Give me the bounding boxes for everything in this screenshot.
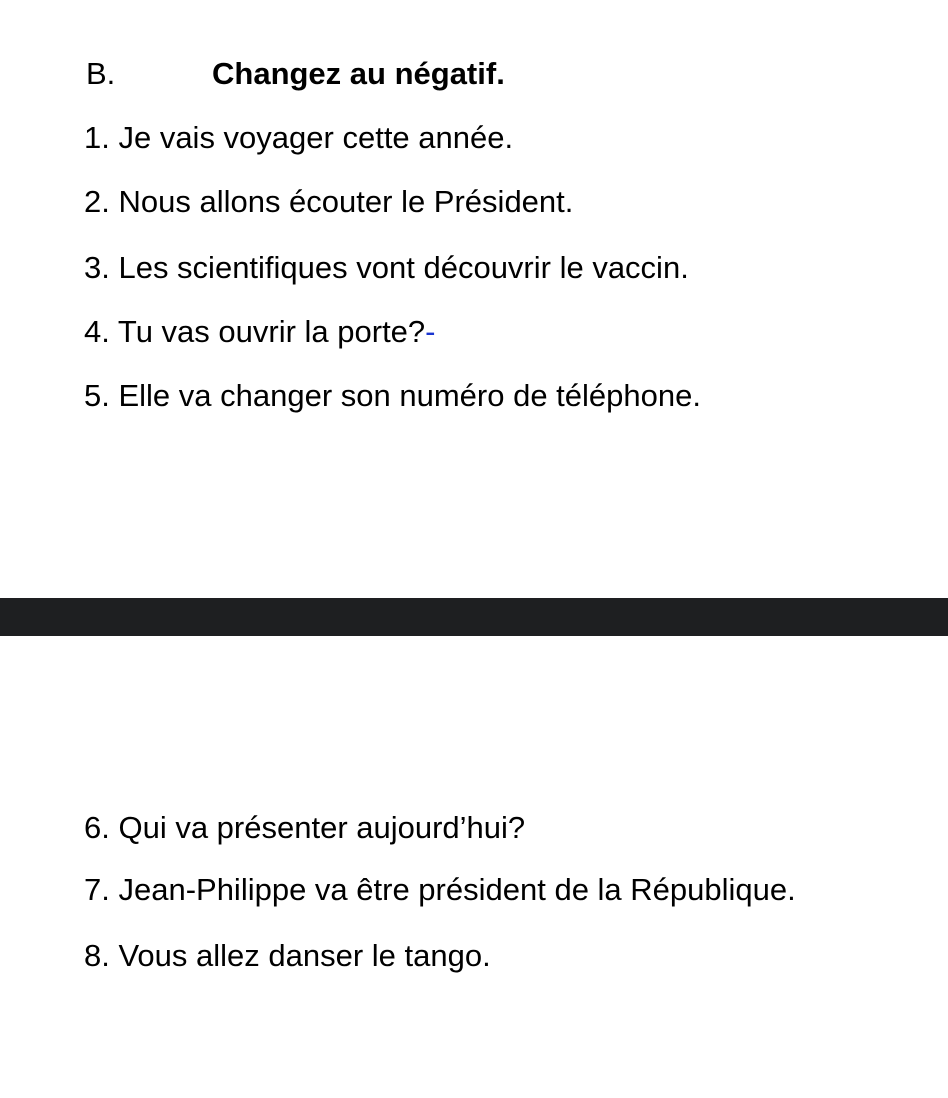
exercise-instruction: Changez au négatif. bbox=[212, 56, 505, 91]
blue-dash-mark: - bbox=[425, 314, 436, 349]
sentence-2: 2. Nous allons écouter le Président. bbox=[84, 184, 574, 219]
page-divider-band bbox=[0, 598, 948, 636]
section-letter: B. bbox=[86, 56, 116, 91]
sentence-4-text: 4. Tu vas ouvrir la porte? bbox=[84, 314, 426, 349]
sentence-3: 3. Les scientifiques vont découvrir le vaccin. bbox=[84, 250, 689, 285]
worksheet-page-bottom bbox=[0, 636, 948, 1098]
sentence-7: 7. Jean-Philippe va être président de la République. bbox=[84, 872, 796, 907]
sentence-1: 1. Je vais voyager cette année. bbox=[84, 120, 514, 155]
sentence-8: 8. Vous allez danser le tango. bbox=[84, 938, 491, 973]
sentence-5: 5. Elle va changer son numéro de téléphone. bbox=[84, 378, 701, 413]
sentence-6: 6. Qui va présenter aujourd’hui? bbox=[84, 810, 526, 845]
sentence-4 bbox=[84, 310, 436, 354]
